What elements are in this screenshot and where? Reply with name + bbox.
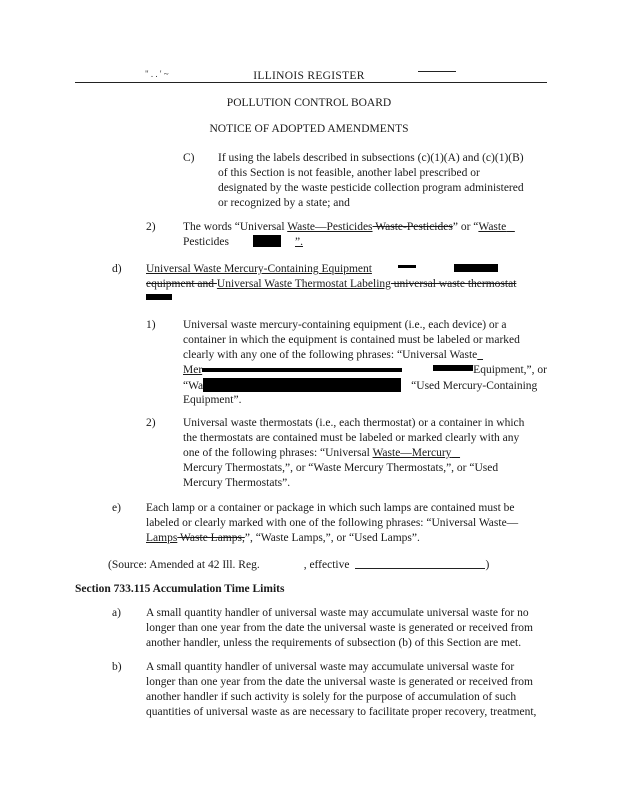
date-blank [355,557,485,569]
deleted-text: universal waste thermostat [390,278,517,290]
redaction-mark [433,365,473,371]
para-e-label: e) [112,502,121,514]
text-line: longer than one year from the date the universal waste is generated or received from [146,622,534,634]
inserted-text: Waste—Pesticides [287,221,373,233]
redaction-mark [454,264,498,272]
redaction-bar [253,235,281,247]
text-line: Equipment”. [183,394,242,406]
text-line: longer than one year from the date the universal waste is generated or received from [146,676,534,688]
source-note [108,557,489,573]
section-a-label: a) [112,607,121,619]
text-line [146,292,516,307]
underline-fill [506,221,515,233]
inserted-text: Universal Waste Thermostat Labeling [216,278,391,290]
para-c2-text [183,220,515,250]
text-segment: “Used Mercury-Containing [411,380,538,392]
deleted-text: equipment and [146,278,217,290]
text-segment: Equipment,”, or [473,364,547,376]
inserted-text: Waste [478,221,507,233]
text-line: another handler if such activity is solely for the purpose of accumulation of such [146,691,517,703]
text-line [183,220,515,235]
text-segment: The words “Universal [183,221,288,233]
inserted-text: Universal Waste Mercury-Containing Equipment [146,263,372,275]
underline-fill [477,349,483,361]
notice-title: NOTICE OF ADOPTED AMENDMENTS [209,123,409,135]
text-segment: ” or “ [452,221,479,233]
register-title: ILLINOIS REGISTER [253,70,365,82]
section-heading: Section 733.115 Accumulation Time Limits [75,583,285,595]
section-b-label: b) [112,661,122,673]
para-d2-text [183,416,524,491]
deleted-text: Waste-Pesticides [372,221,453,233]
inserted-text: Mer [183,364,203,376]
text-segment: Pesticides [183,236,229,248]
redaction-mark [202,368,402,372]
redaction-mark [146,294,172,300]
para-d1-label: 1) [146,319,156,331]
para-d1-text [183,318,547,408]
source-text: ) [485,559,490,571]
text-line: If using the labels described in subsections (c)(1)(A) and (c)(1)(B) [218,152,524,164]
text-line [146,531,518,546]
text-line: container in which the equipment is contained must be labeled or marked [183,334,520,346]
para-c2-label: 2) [146,221,156,233]
para-d-label: d) [112,263,122,275]
text-line: Mercury Thermostats”. [183,477,291,489]
text-line: Universal waste thermostats (i.e., each thermostat) or a container in which [183,417,525,429]
text-line: Mercury Thermostats,”, or “Waste Mercury Thermostats,”, or “Used [183,462,499,474]
text-line [183,378,547,393]
header-rule [75,82,547,83]
inserted-text: ”. [295,236,303,248]
corner-marks: " . . ' ~ [145,69,169,79]
text-line: designated by the waste pesticide collection program administered [218,182,524,194]
text-line: labeled or clearly marked with one of the following phrases: “Universal Waste— [146,517,519,529]
para-d2-label: 2) [146,417,156,429]
text-line [146,262,516,277]
text-line [183,235,515,250]
text-segment: clearly with any one of the following phrases: “Universal Waste [183,349,478,361]
text-line: A small quantity handler of universal waste may accumulate universal waste for no [146,607,529,619]
section-a-text [146,606,533,651]
inserted-text: Waste—Mercury [372,447,452,459]
text-line [183,446,524,461]
text-segment: one of the following phrases: “Universal [183,447,373,459]
para-c-sub-text [218,151,524,211]
text-line [183,348,547,363]
redaction-bar [203,378,401,392]
para-e-text [146,501,518,546]
text-line: of this Section is not feasible, another label prescribed or [218,167,480,179]
text-line: or recognized by a state; and [218,197,350,209]
underline-fill [451,447,460,459]
inserted-text: Lamps [146,532,178,544]
text-line [146,277,516,292]
text-line: the thermostats are contained must be labeled or marked clearly with any [183,432,520,444]
redaction-mark [398,265,416,268]
para-c-sub-label: C) [183,152,195,164]
text-line: Each lamp or a container or package in which such lamps are contained must be [146,502,515,514]
text-line: another handler, unless the requirements of subsection (b) of this Section are met. [146,637,522,649]
section-b-text [146,660,536,720]
deleted-text: Waste Lamps, [177,532,245,544]
text-line: Universal waste mercury-containing equipment (i.e., each device) or a [183,319,507,331]
board-title: POLLUTION CONTROL BOARD [226,97,392,109]
text-segment: ”, “Waste Lamps,”, or “Used Lamps”. [244,532,420,544]
text-line: quantities of universal waste as are necessary to facilitate proper recovery, treatment, [146,706,537,718]
text-segment: “Wa [183,380,204,392]
para-d-text [146,262,516,307]
text-line: A small quantity handler of universal waste may accumulate universal waste for [146,661,515,673]
source-text: (Source: Amended at 42 Ill. Reg. [108,559,260,571]
source-text: , effective [303,559,350,571]
text-line [183,363,547,378]
